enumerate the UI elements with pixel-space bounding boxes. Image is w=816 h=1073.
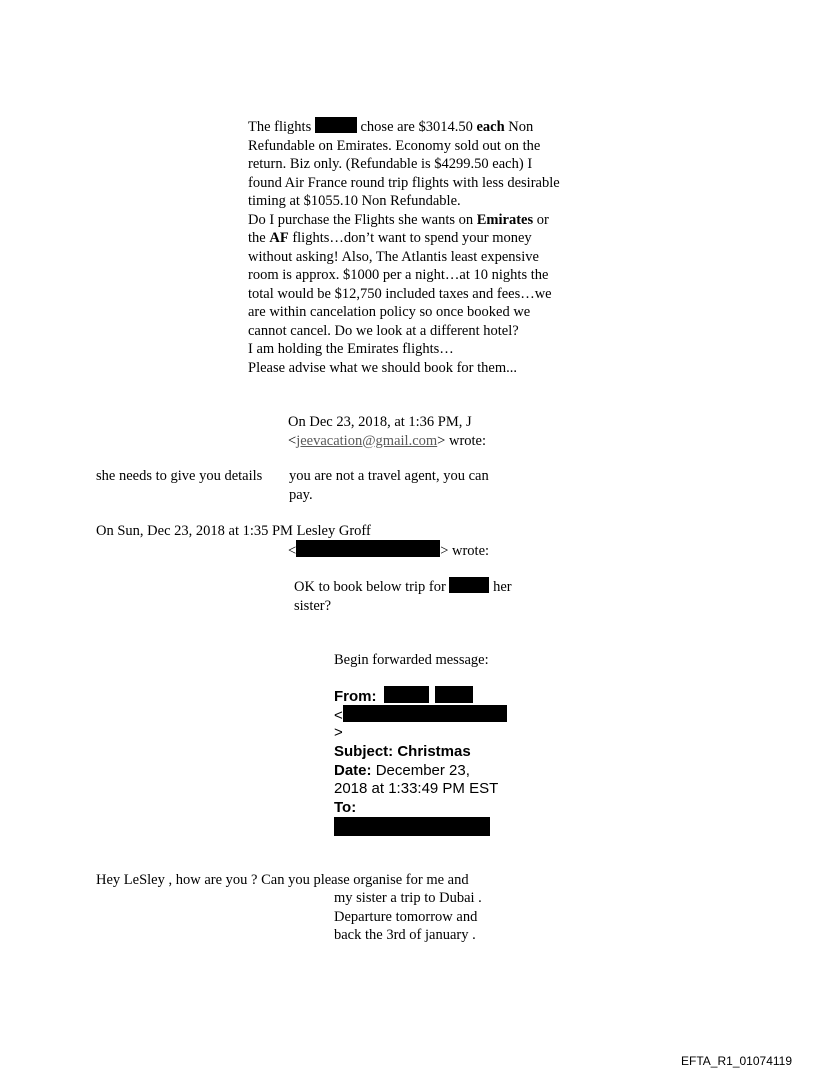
redaction-box bbox=[315, 117, 357, 133]
quote-body-2: OK to book below trip for her sister? bbox=[294, 579, 512, 614]
reply-line: cannot cancel. Do we look at a different hotel? bbox=[248, 322, 519, 339]
forwarded-headers: From: < > Subject: Christmas Date: December 23, 2018 at 1:33:49 PM EST To: bbox=[334, 686, 554, 840]
reply-line: total would be $12,750 included taxes and fees…we bbox=[248, 285, 552, 302]
quote-header-2-email: < > wrote: bbox=[288, 540, 588, 561]
quote-header-2: On Sun, Dec 23, 2018 at 1:35 PM Lesley Groff bbox=[96, 523, 371, 539]
quote-left-text: she needs to give you details bbox=[96, 468, 263, 484]
reply-line: Refundable on Emirates. Economy sold out on the bbox=[248, 137, 541, 154]
reply-line: The flights chose are $3014.50 each Non bbox=[248, 119, 534, 135]
reply-line: Do I purchase the Flights she wants on Emirates or bbox=[248, 211, 549, 228]
document-id: EFTA_R1_01074119 bbox=[681, 1054, 792, 1068]
reply-line: return. Biz only. (Refundable is $4299.50 each) I bbox=[248, 156, 533, 172]
reply-line: timing at $1055.10 Non Refundable. bbox=[248, 193, 461, 209]
reply-line: without asking! Also, The Atlantis least expensive bbox=[248, 248, 539, 265]
reply-line: the AF flights…don’t want to spend your money bbox=[248, 230, 532, 246]
reply-line: room is approx. $1000 per a night…at 10 nights the bbox=[248, 267, 549, 283]
redaction-box bbox=[435, 686, 473, 703]
reply-line: Please advise what we should book for them... bbox=[248, 359, 518, 376]
forwarded-intro: Begin forwarded message: bbox=[334, 652, 489, 668]
quote-body-1: you are not a travel agent, you can pay. bbox=[289, 468, 489, 503]
reply-line: are within cancelation policy so once booked we bbox=[248, 304, 531, 320]
redaction-box bbox=[296, 540, 440, 557]
original-message-line1: Hey LeSley , how are you ? Can you please organise for me and bbox=[96, 872, 469, 888]
redaction-box bbox=[449, 577, 489, 593]
redaction-box bbox=[384, 686, 429, 703]
quote-header-1: On Dec 23, 2018, at 1:36 PM, J <jeevacation@gmail.com> wrote: bbox=[288, 414, 487, 449]
original-message-rest: my sister a trip to Dubai . Departure tomorrow and back the 3rd of january . bbox=[334, 890, 482, 943]
reply-line: I am holding the Emirates flights… bbox=[248, 341, 454, 357]
redaction-box bbox=[343, 705, 507, 722]
sender-email-link[interactable]: jeevacation@gmail.com bbox=[296, 432, 438, 449]
reply-line: found Air France round trip flights with less desirable bbox=[248, 174, 560, 191]
redaction-box bbox=[334, 817, 490, 836]
reply-message bbox=[248, 117, 608, 377]
